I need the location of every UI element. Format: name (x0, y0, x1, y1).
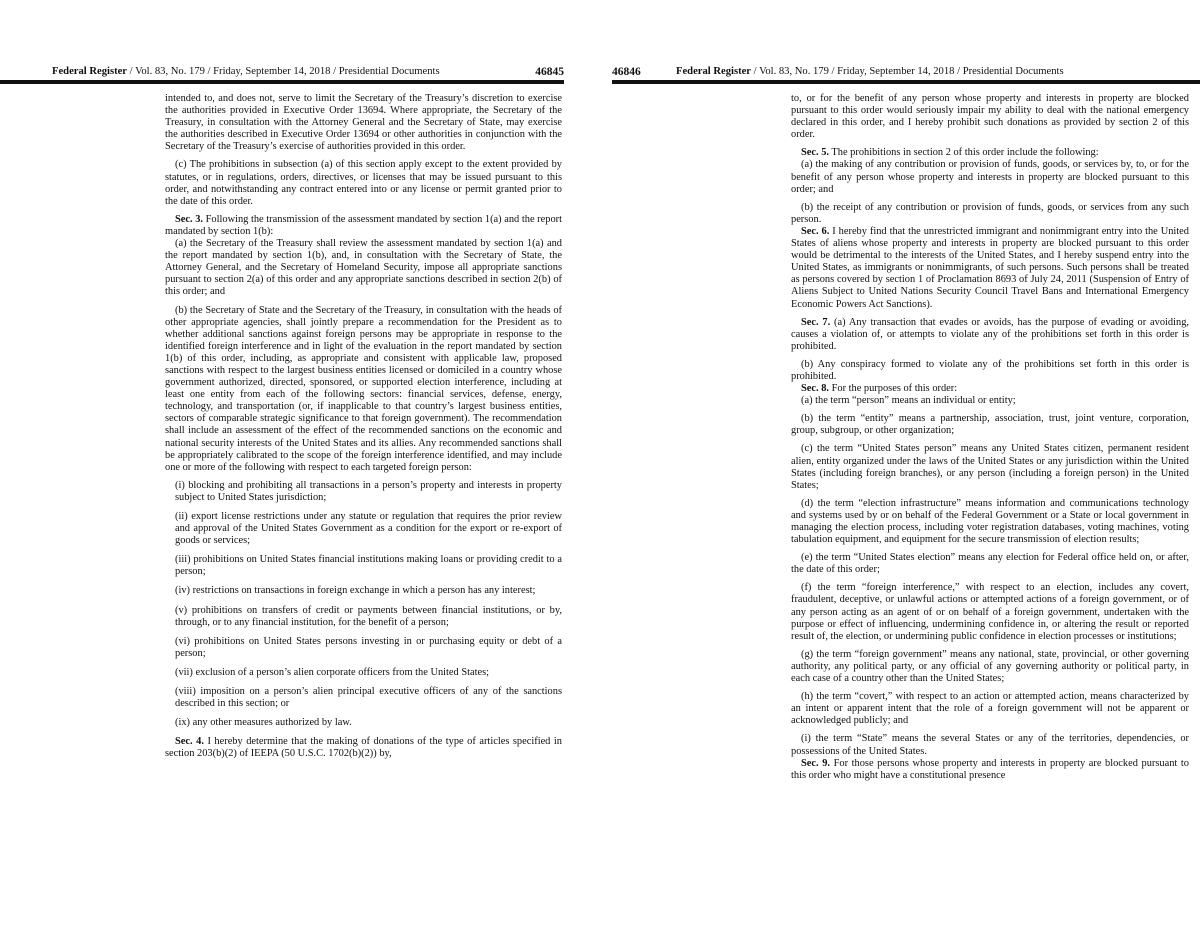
section-paragraph (791, 317, 1189, 353)
paragraph (791, 498, 1189, 546)
paragraph-text: (c) the term “United States person” means any United States citizen, permanent resident alien, entity organized under the laws of the United States or any jurisdiction within the United States (including foreign branches), or any person (including a foreign person) in the United States; (791, 443, 1189, 491)
paragraph (791, 691, 1189, 727)
paragraph-text: (g) the term “foreign government” means any national, state, provincial, or other governing authority, any political party, or any official of any governing authority or political party, in each case of a country other than the United States; (791, 648, 1189, 685)
paragraph-text: (iii) prohibitions on United States financial institutions making loans or providing credit to a person; (175, 554, 562, 578)
paragraph-text: (iv) restrictions on transactions in foreign exchange in which a person has any interest; (175, 585, 536, 597)
paragraph-text: (a) the Secretary of the Treasury shall review the assessment mandated by section 1(a) and the report mandated by section 1(b), and, in consultation with the Secretary of State, the Attorney General, and the Secretary of Homeland Security, impose all appropriate sanctions pursuant to section 2(a) of this order and any appropriate sanctions described in section 2(b) of this order; and (165, 238, 562, 298)
paragraph-text: (f) the term “foreign interference,” with respect to an election, includes any covert, fraudulent, deceptive, or unlawful actions or attempted actions of a foreign government, or of any person acting as an agent of or on behalf of a foreign government, undertaken with the purpose or effect of influencing, undermining confidence in, or altering the result or reported result of, the election, or undermining public confidence in election processes or institutions; (791, 582, 1189, 642)
paragraph-text: (h) the term “covert,” with respect to an action or attempted action, means characterized by an intent or apparent intent that the role of a foreign government will not be apparent or acknowledged publicly; and (791, 691, 1189, 727)
paragraph-text: The prohibitions in section 2 of this order include the following: (829, 147, 1099, 159)
section-heading: Sec. 7. (801, 316, 831, 328)
section-heading: Sec. 3. (175, 213, 204, 225)
page-number: 46846 (612, 66, 641, 78)
paragraph-text: (b) the term “entity” means a partnership, association, trust, joint venture, corporation, group, subgroup, or other organization; (791, 413, 1189, 437)
paragraph-text: I hereby find that the unrestricted immigrant and nonimmigrant entry into the United States of aliens whose property and interests in property are blocked pursuant to this order would be detrimental to the interests of the United States, and I hereby suspend entry into the United States, as immigrants or nonimmigrants, of such persons. Such persons shall be treated as persons covered by section 1 of Proclamation 8693 of July 24, 2011 (Suspension of Entry of Aliens Subject to United Nations Security Council Travel Bans and International Emergency Economic Powers Act Sanctions). (791, 225, 1189, 310)
paragraph-text: (viii) imposition on a person’s alien principal executive officers of any of the sanctions described in this section; or (175, 686, 562, 710)
section-heading: Sec. 9. (801, 757, 830, 769)
running-head (676, 64, 1064, 80)
journal-title: Federal Register (676, 66, 752, 77)
paragraph (791, 413, 1189, 437)
paragraph-text: to, or for the benefit of any person whose property and interests in property are blocked pursuant to this order would seriously impair my ability to deal with the national emergency declared in this order, and I hereby prohibit such donations as provided by section 2 of this order. (791, 93, 1189, 141)
page-number: 46845 (535, 66, 564, 78)
paragraph-text: (ix) any other measures authorized by law. (175, 717, 352, 729)
issue-info: / Vol. 83, No. 179 / Friday, September 14, 2018 / Presidential Documents (751, 66, 1064, 77)
paragraph-text: (c) The prohibitions in subsection (a) of this section apply except to the extent provided by statutes, or in regulations, orders, directives, or licenses that may be issued pursuant to this order, and notwithstanding any contract entered into or any license or permit granted prior to the date of this order. (165, 159, 562, 207)
paragraph (165, 667, 562, 679)
paragraph (791, 649, 1189, 685)
section-paragraph (165, 736, 562, 760)
paragraph-text: (a) Any transaction that evades or avoids, has the purpose of evading or avoiding, causes a violation of, or attempts to violate any of the prohibitions set forth in this order is prohibited. (791, 316, 1189, 352)
paragraph (165, 93, 562, 153)
paragraph-text: (a) the making of any contribution or provision of funds, goods, or services by, to, or for the benefit of any person whose property and interests in property are blocked pursuant to this order; and (791, 159, 1189, 195)
paragraph-text: (i) blocking and prohibiting all transactions in a person’s property and interests in property subject to United States jurisdiction; (175, 479, 562, 503)
section-heading: Sec. 5. (801, 147, 829, 159)
paragraph-text: (a) the term “person” means an individual or entity; (801, 395, 1016, 407)
paragraph (791, 93, 1189, 141)
section-paragraph (791, 226, 1189, 311)
running-head (52, 64, 440, 80)
paragraph-text: I hereby determine that the making of donations of the type of articles specified in section 203(b)(2) of IEEPA (50 U.S.C. 1702(b)(2)) by, (165, 736, 562, 760)
section-paragraph (791, 147, 1189, 159)
header-rule (0, 80, 564, 84)
paragraph-text: (v) prohibitions on transfers of credit or payments between financial institutions, or by, through, or to any financial institution, for the benefit of a person; (175, 604, 562, 628)
issue-info: / Vol. 83, No. 179 / Friday, September 14, 2018 / Presidential Documents (127, 66, 440, 77)
paragraph (165, 605, 562, 629)
section-heading: Sec. 8. (801, 383, 829, 395)
paragraph-text: (b) the Secretary of State and the Secretary of the Treasury, in consultation with the heads of other appropriate agencies, shall jointly prepare a recommendation for the President as to whether additional sanctions against foreign persons may be appropriate in response to the identified foreign interference and in light of the evaluation in the report mandated by section 1(b) of this order, including, as appropriate and consistent with applicable law, proposed sanctions with respect to the largest business entities licensed or domiciled in a country whose government authorized, directed, sponsored, or supported election interference, including at least one entity from each of the following sectors: financial services, defense, energy, technology, and transportation (or, if inapplicable to that country’s largest business entities, sectors of comparable strategic significance to that foreign government). The recommendation shall include an assessment of the effect of the recommended sanctions on the economic and national security interests of the United States and its allies. Any recommended sanctions shall be appropriately calibrated to the scope of the foreign interference identified, and may include one or more of the following with respect to each targeted foreign person: (165, 304, 562, 473)
paragraph-text: (b) the receipt of any contribution or provision of funds, goods, or services from any such person. (791, 201, 1189, 225)
paragraph (791, 443, 1189, 491)
text-column (165, 93, 562, 761)
paragraph (791, 395, 1189, 407)
right-page (600, 0, 1200, 927)
paragraph (791, 159, 1189, 195)
paragraph-text: For those persons whose property and interests in property are blocked pursuant to this order who might have a constitutional presence (791, 757, 1189, 781)
paragraph-text: Following the transmission of the assessment mandated by section 1(a) and the report mandated by section 1(b): (165, 213, 562, 237)
paragraph-text: (vii) exclusion of a person’s alien corporate officers from the United States; (175, 666, 490, 678)
paragraph (791, 582, 1189, 642)
paragraph (165, 585, 562, 597)
paragraph-text: (ii) export license restrictions under any statute or regulation that requires the prior review and approval of the United States Government as a condition for the export or re-export of goods or services; (175, 511, 562, 547)
section-heading: Sec. 4. (175, 736, 204, 748)
paragraph-text: (i) the term “State” means the several States or any of the territories, dependencies, or possessions of the United States. (791, 733, 1189, 757)
paragraph-text: (vi) prohibitions on United States persons investing in or purchasing equity or debt of a person; (175, 635, 562, 659)
paragraph (165, 717, 562, 729)
paragraph (165, 511, 562, 547)
text-column (791, 93, 1189, 782)
paragraph (791, 733, 1189, 757)
paragraph-text: (e) the term “United States election” means any election for Federal office held on, or after, the date of this order; (791, 552, 1189, 576)
paragraph (165, 480, 562, 504)
section-paragraph (791, 758, 1189, 782)
paragraph-text: (d) the term “election infrastructure” means information and communications technology and systems used by or on behalf of the Federal Government or a State or local government in managing the election process, including voter registration databases, voting machines, voting tabulation equipment, and equipment for the secure transmission of election results; (791, 497, 1189, 546)
section-heading: Sec. 6. (801, 225, 830, 237)
paragraph-text: intended to, and does not, serve to limit the Secretary of the Treasury’s discretion to exercise the authorities provided in Executive Order 13694. Where appropriate, the Secretary of the Treasury, in consultation with the Attorney General and the Secretary of State, may exercise the authorities described in Executive Order 13694 or other authorities in conjunction with the Secretary of the Treasury’s exercise of authorities provided in this order. (165, 93, 562, 153)
journal-title: Federal Register (52, 66, 128, 77)
paragraph (791, 359, 1189, 383)
section-paragraph (791, 383, 1189, 395)
page-header (52, 64, 564, 80)
paragraph (165, 238, 562, 298)
paragraph (165, 636, 562, 660)
paragraph (165, 686, 562, 710)
page-header (612, 64, 1192, 80)
paragraph (791, 552, 1189, 576)
section-paragraph (165, 214, 562, 238)
paragraph (165, 554, 562, 578)
header-rule (612, 80, 1200, 84)
paragraph-text: For the purposes of this order: (829, 383, 958, 395)
paragraph (165, 305, 562, 474)
paragraph-text: (b) Any conspiracy formed to violate any of the prohibitions set forth in this order is prohibited. (791, 358, 1189, 382)
paragraph (791, 202, 1189, 226)
paragraph (165, 159, 562, 207)
